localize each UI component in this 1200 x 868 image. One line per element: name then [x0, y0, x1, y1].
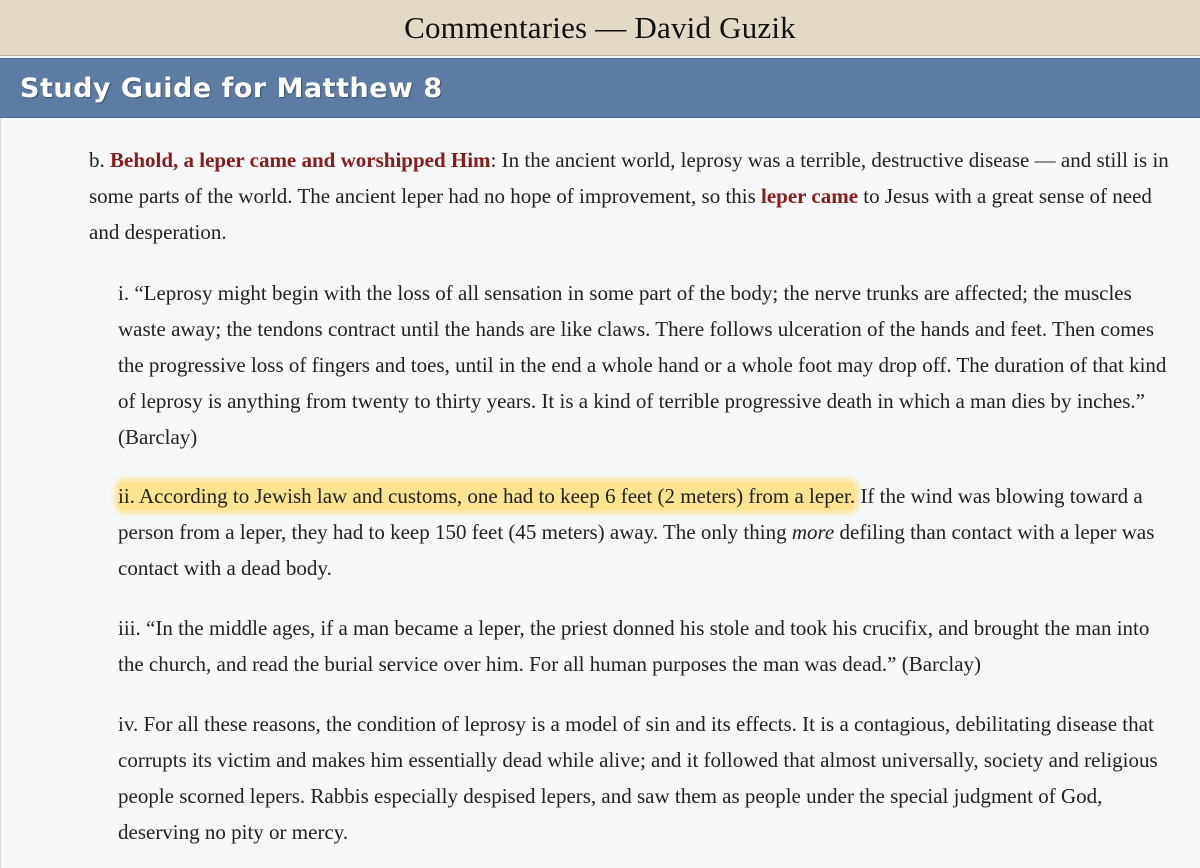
paragraph-b-text-1: : In the ancient world, leprosy was a terrible, destructive disease — and still is in some parts of the world. The ancient leper had no hope of improvement, so this	[89, 148, 1169, 208]
app-title: Commentaries — David Guzik	[404, 9, 796, 45]
paragraph-ii-text-1: If the wind was blowing toward a person from a leper, they had to keep 150 feet (45 meters) away. The only thing	[118, 484, 1143, 544]
paragraph-b-text-2: to Jesus with a great sense of need and desperation.	[89, 184, 1152, 244]
paragraph-iv: iv. For all these reasons, the condition of leprosy is a model of sin and its effects. It is a contagious, debilitating disease that corrupts its victim and makes him essentially dead while alive; and it followed that almost universally, society and religious people scorned lepers. Rabbis especially despised lepers, and saw them as people under the special judgment of God, deserving no pity or mercy.	[118, 712, 1158, 844]
paragraph-ii-text-2: defiling than contact with a leper was contact with a dead body.	[118, 520, 1155, 580]
emphasis-leper-came: leper came	[761, 184, 859, 208]
paragraph-iii: iii. “In the middle ages, if a man became a leper, the priest donned his stole and took his crucifix, and brought the man into the church, and read the burial service over him. For all human purposes the man was dead.” (Barclay)	[118, 616, 1150, 676]
study-guide-header	[0, 58, 1200, 118]
commentary-content	[0, 118, 1200, 868]
paragraph-b-prefix: b.	[89, 148, 110, 172]
highlighted-sentence: ii. According to Jewish law and customs, one had to keep 6 feet (2 meters) from a leper.	[118, 484, 856, 508]
paragraph-b	[89, 142, 1179, 250]
study-guide-title: Study Guide for Matthew 8	[20, 72, 443, 104]
paragraph-ii	[118, 478, 1178, 586]
paragraph-i: i. “Leprosy might begin with the loss of all sensation in some part of the body; the nerve trunks are affected; the muscles waste away; the tendons contract until the hands are like claws. There follows ulceration of the hands and feet. Then comes the progressive loss of fingers and toes, until in the end a whole hand or a whole foot may drop off. The duration of that kind of leprosy is anything from twenty to thirty years. It is a kind of terrible progressive death in which a man dies by inches.” (Barclay)	[118, 281, 1167, 449]
emphasis-verse-phrase: Behold, a leper came and worshipped Him	[110, 148, 491, 172]
top-bar	[0, 0, 1200, 56]
italic-word: more	[791, 520, 835, 544]
